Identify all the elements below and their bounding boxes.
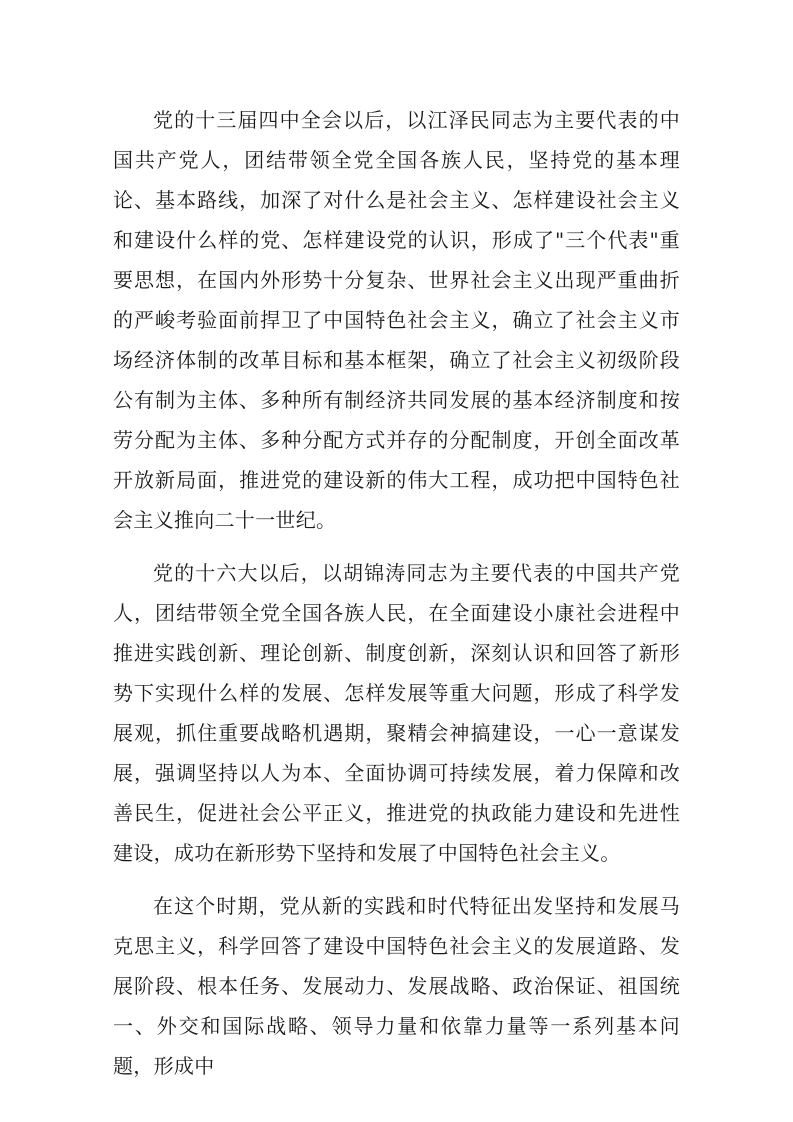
paragraph-jiangzemin-era: 党的十三届四中全会以后，以江泽民同志为主要代表的中国共产党人，团结带领全党全国各族人民，坚持党的基本理论、基本路线，加深了对什么是社会主义、怎样建设社会主义和建设什么样的党、怎样建设党的认识，形成了"三个代表"重要思想，在国内外形势十分复杂、世界社会主义出现严重曲折的严峻考验面前捍卫了中国特色社会主义，确立了社会主义市场经济体制的改革目标和基本框架，确立了社会主义初级阶段公有制为主体、多种所有制经济共同发展的基本经济制度和按劳分配为主体、多种分配方式并存的分配制度，开创全面改革开放新局面，推进党的建设新的伟大工程，成功把中国特色社会主义推向二十一世纪。 [113, 108, 680, 532]
paragraph-hujintao-era: 党的十六大以后，以胡锦涛同志为主要代表的中国共产党人，团结带领全党全国各族人民，在全面建设小康社会进程中推进实践创新、理论创新、制度创新，深刻认识和回答了新形势下实现什么样的发展、怎样发展等重大问题，形成了科学发展观，抓住重要战略机遇期，聚精会神搞建设，一心一意谋发展，强调坚持以人为本、全面协调可持续发展，着力保障和改善民生，促进社会公平正义，推进党的执政能力建设和先进性建设，成功在新形势下坚持和发展了中国特色社会主义。 [113, 561, 680, 865]
paragraph-period-summary: 在这个时期，党从新的实践和时代特征出发坚持和发展马克思主义，科学回答了建设中国特色社会主义的发展道路、发展阶段、根本任务、发展动力、发展战略、政治保证、祖国统一、外交和国际战略、领导力量和依靠力量等一系列基本问题，形成中 [113, 894, 680, 1078]
